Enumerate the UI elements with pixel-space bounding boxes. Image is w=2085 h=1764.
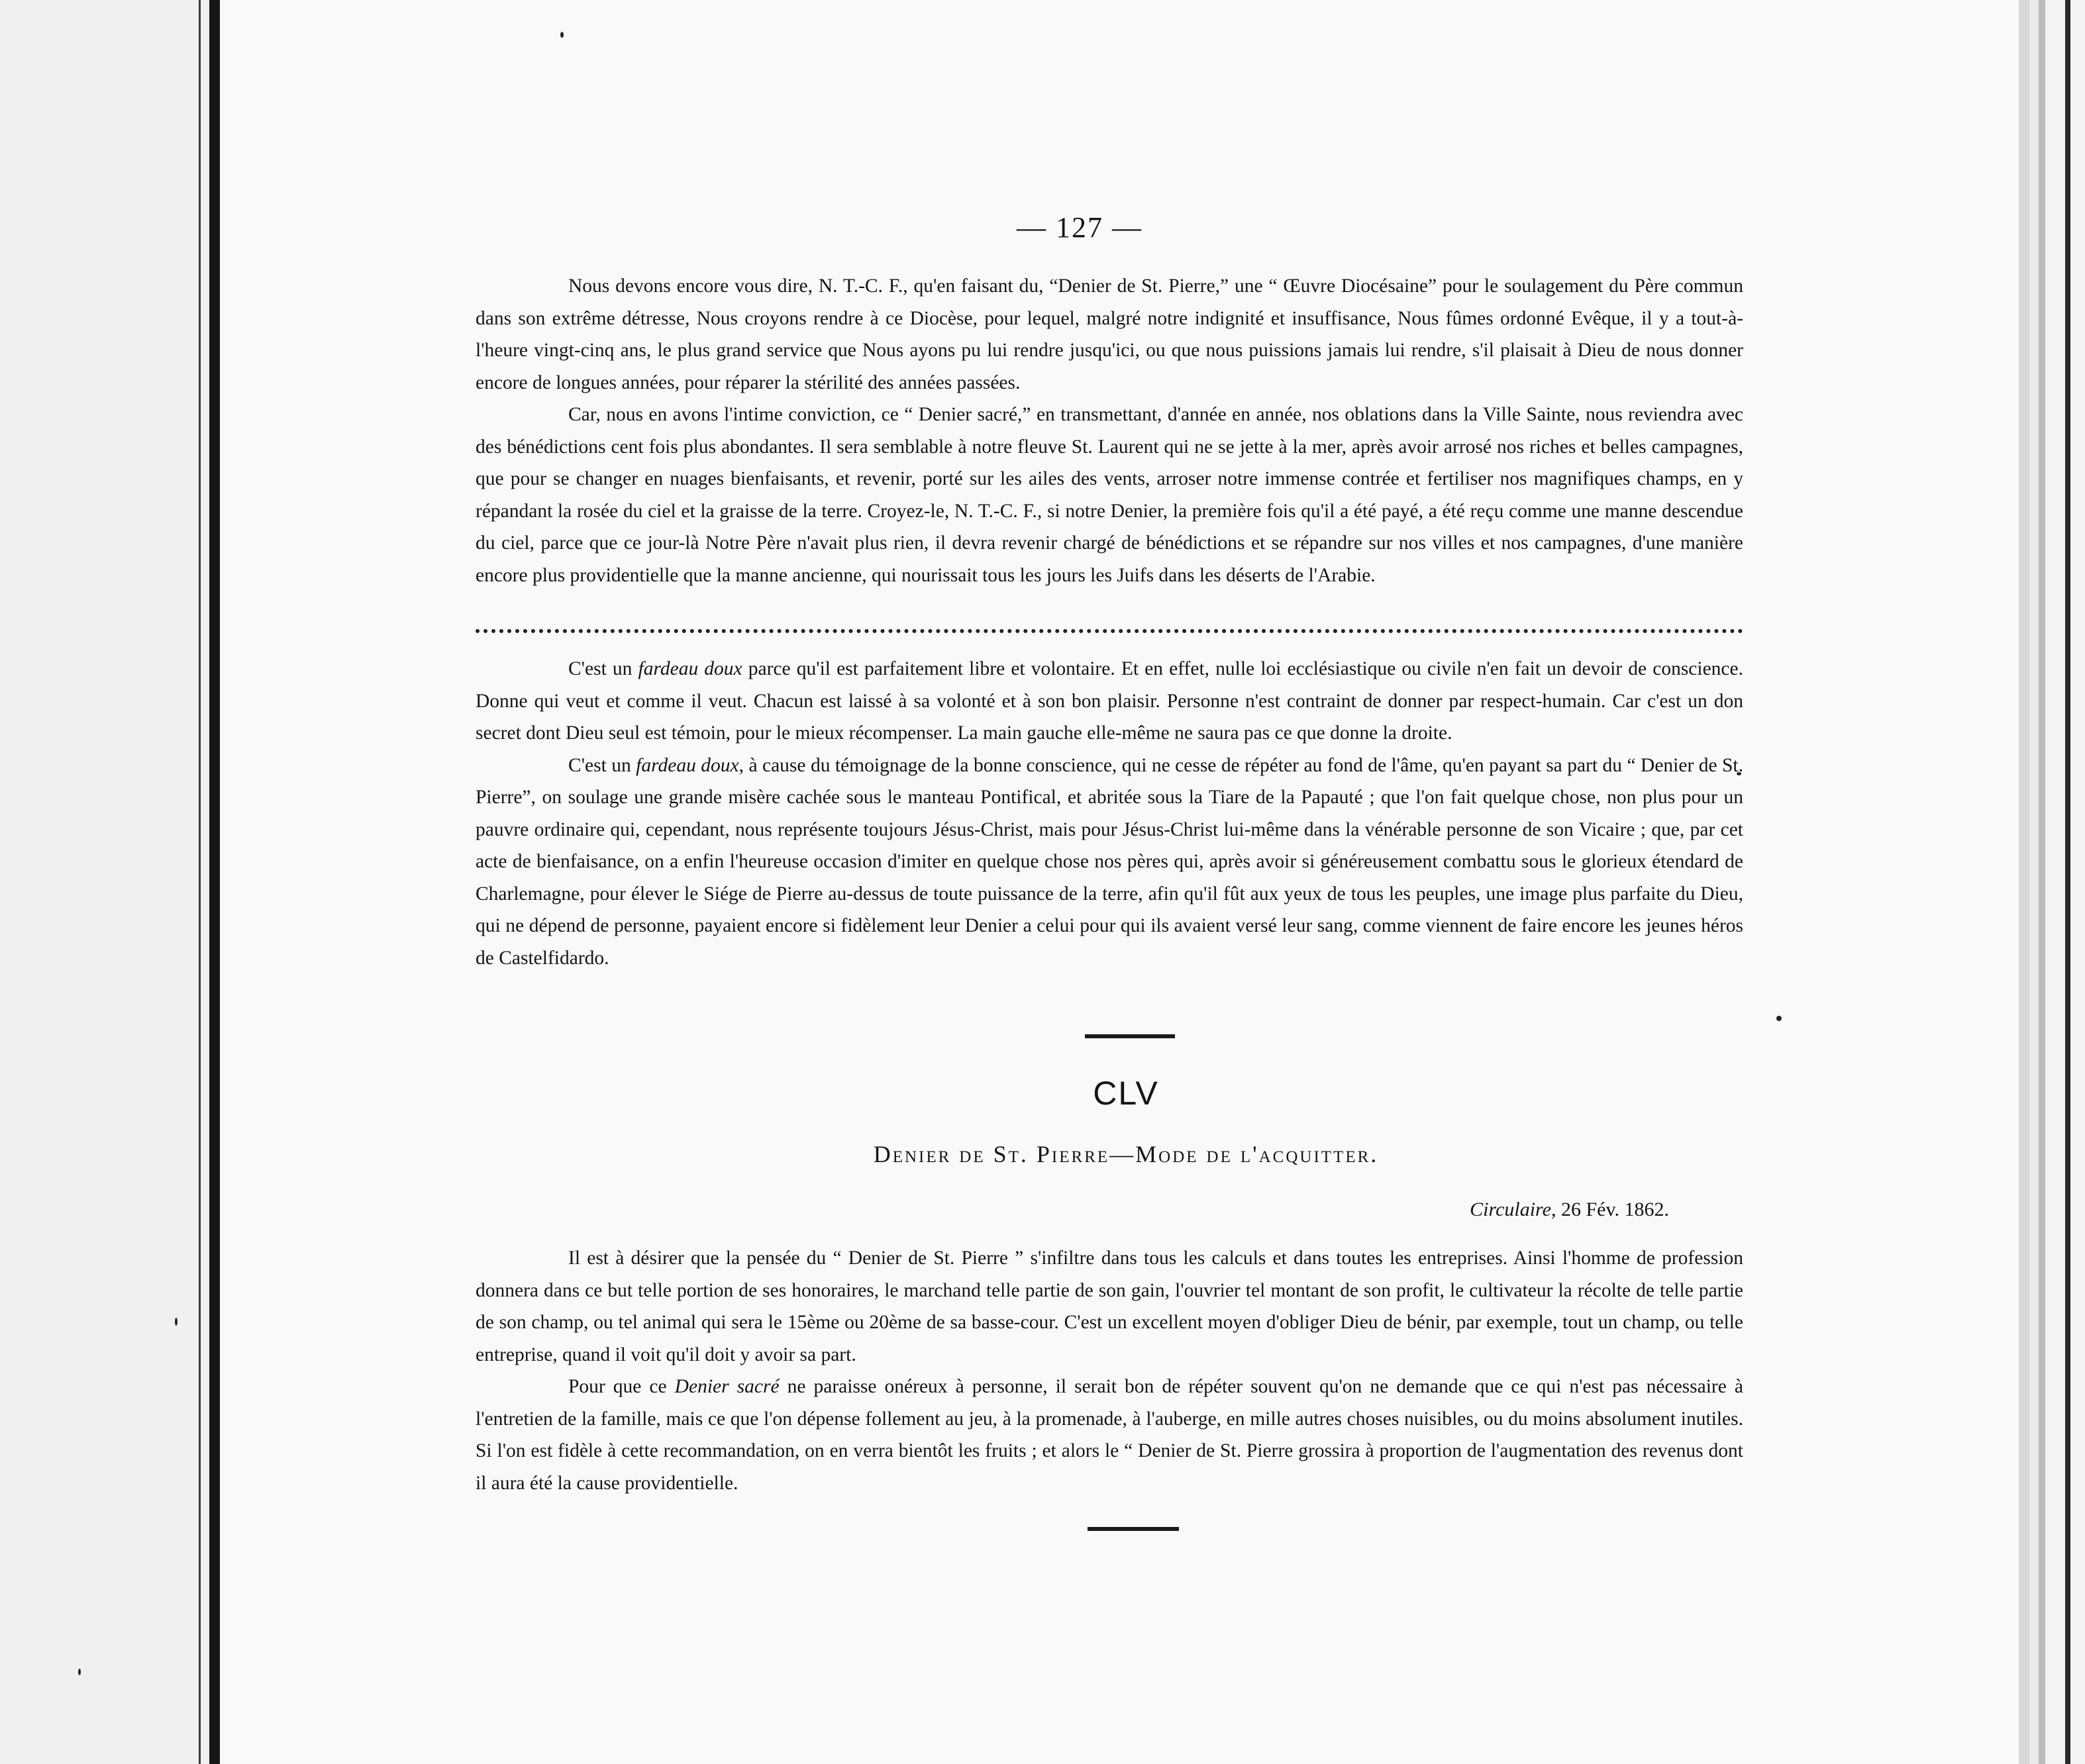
section-1	[476, 270, 1743, 591]
paragraph: Nous devons encore vous dire, N. T.-C. F., qu'en faisant du, “Denier de St. Pierre,” une “ Œuvre Diocésaine” pour le soulagement du Père commun dans son extrême détresse, Nous croyons rendre à ce Diocèse, pour lequel, malgré notre indignité et insuffisance, Nous fûmes ordonné Evêque, il y a tout-à-l'heure vingt-cinq ans, le plus grand service que Nous ayons pu lui rendre jusqu'ici, ou que nous puissions jamais lui rendre, s'il plaisait à Dieu de nous donner encore de longues années, pour réparer la stérilité des années passées.	[476, 275, 1743, 393]
page-edge-stack	[2039, 0, 2045, 1764]
text-run: , à cause du témoignage de la bonne conscience, qui ne cesse de répéter au fond de l'âme, qu'en payant sa part du “ Denier de St. Pierre”, on soulage une grande misère cachée sous le manteau Pontifical, et abritée sous la Tiare de la Papauté ; que l'on fait quelque chose, non plus pour un pauvre ordinaire qui, cependant, nous représente toujours Jésus-Christ, mais pour Jésus-Christ lui-même dans la vénérable personne de son Vicaire ; que, par cet acte de bienfaisance, on a enfin l'heureuse occasion d'imiter en quelque chose nos pères qui, après avoir si généreusement combattu sous le glorieux étendard de Charlemagne, pour élever le Siége de Pierre au-dessus de toute puissance de la terre, afin qu'il fût aux yeux de tous les peuples, une image plus parfaite du Dieu, qui ne dépend de personne, payaient encore si fidèlement leur Denier a celui pour qui ils avaient versé leur sang, comme viennent de faire encore les jeunes héros de Castelfidardo.	[476, 754, 1743, 969]
paragraph	[476, 750, 1743, 975]
left-margin	[0, 0, 209, 1764]
dotted-separator	[476, 629, 1743, 633]
binding-edge	[209, 0, 220, 1764]
emphasis: Denier sacré	[674, 1376, 780, 1397]
emphasis: fardeau doux	[636, 754, 739, 776]
page-edge-shadow	[2019, 0, 2029, 1764]
section-2	[476, 653, 1743, 974]
section-rule-bottom	[1088, 1527, 1179, 1531]
text-run: C'est un	[568, 754, 636, 776]
scan-speck	[175, 1318, 178, 1326]
citation-date: , 26 Fév. 1862.	[1551, 1199, 1669, 1220]
emphasis: fardeau doux	[638, 658, 742, 679]
text-run: Il est à désirer que la pensée du “ Denier de St. Pierre ” s'infiltre dans tous les calculs et dans toutes les entreprises. Ainsi l'homme de profession donnera dans ce but telle portion de ses honoraires, le marchand telle partie de son gain, l'ouvrier tel montant de son profit, le cultivateur la récolte de telle partie de son champ, ou tel animal qui sera le 15ème ou 20ème de sa basse-cour. C'est un excellent moyen d'obliger Dieu de bénir, par exemple, tout un champ, ou telle entreprise, quand il voit qu'il doit y avoir sa part.	[476, 1248, 1743, 1365]
section-title: Denier de St. Pierre—Mode de l'acquitter.	[873, 1141, 1379, 1167]
page-edge-dark	[2065, 0, 2070, 1764]
scan-speck	[560, 32, 564, 38]
paragraph	[476, 653, 1743, 750]
section-rule-top	[1085, 1034, 1175, 1038]
text-run: ne paraisse onéreux à personne, il serait bon de répéter souvent qu'on ne demande que ce qui n'est pas nécessaire à l'entretien de la famille, mais ce que l'on dépense follement au jeu, à la promenade, à l'auberge, en mille autres choses nuisibles, ou du moins absolument inutiles. Si l'on est fidèle à cette recommandation, on en verra bientôt les fruits ; et alors le “ Denier de St. Pierre grossira à proportion de l'augmentation des revenus dont il aura été la cause providentielle.	[476, 1376, 1743, 1494]
paragraph	[476, 1371, 1743, 1499]
binding-edge-thin	[199, 0, 201, 1764]
scan-speck	[1776, 1016, 1782, 1021]
page-edge-highlight	[2029, 0, 2039, 1764]
citation	[1258, 1199, 1669, 1221]
citation-label: Circulaire	[1470, 1199, 1551, 1220]
scan-speck	[78, 1669, 81, 1675]
page-number: — 127 —	[1017, 211, 1143, 244]
text-run: parce qu'il est parfaitement libre et volontaire. Et en effet, nulle loi ecclésiastique ou civile n'en fait un devoir de conscience. Donne qui veut et comme il veut. Chacun est laissé à sa volonté et à son bon plaisir. Personne n'est contraint de donner par respect-humain. Car c'est un don secret dont Dieu seul est témoin, pour le mieux récompenser. La main gauche elle-même ne saura pas ce que donne la droite.	[476, 658, 1743, 744]
section-3	[476, 1242, 1743, 1499]
section-number: CLV	[1093, 1075, 1159, 1112]
text-run: Pour que ce	[568, 1376, 675, 1397]
paragraph	[476, 1242, 1743, 1371]
text-run: C'est un	[568, 658, 638, 679]
paragraph: Car, nous en avons l'intime conviction, ce “ Denier sacré,” en transmettant, d'année en année, nos oblations dans la Ville Sainte, nous reviendra avec des bénédictions cent fois plus abondantes. Il sera semblable à notre fleuve St. Laurent qui ne se jette à la mer, après avoir arrosé nos riches et belles campagnes, que pour se changer en nuages bienfaisants, et revenir, porté sur les ailes des vents, arroser notre immense contrée et fertiliser nos magnifiques champs, en y répandant la rosée du ciel et la graisse de la terre. Croyez-le, N. T.-C. F., si notre Denier, la première fois qu'il a été payé, a été reçu comme une manne descendue du ciel, parce que ce jour-là Notre Père n'avait plus rien, il devra revenir chargé de bénédictions et se répandre sur nos villes et nos campagnes, d'une manière encore plus providentielle que la manne ancienne, qui nourissait tous les jours les Juifs dans les déserts de l'Arabie.	[476, 404, 1743, 586]
